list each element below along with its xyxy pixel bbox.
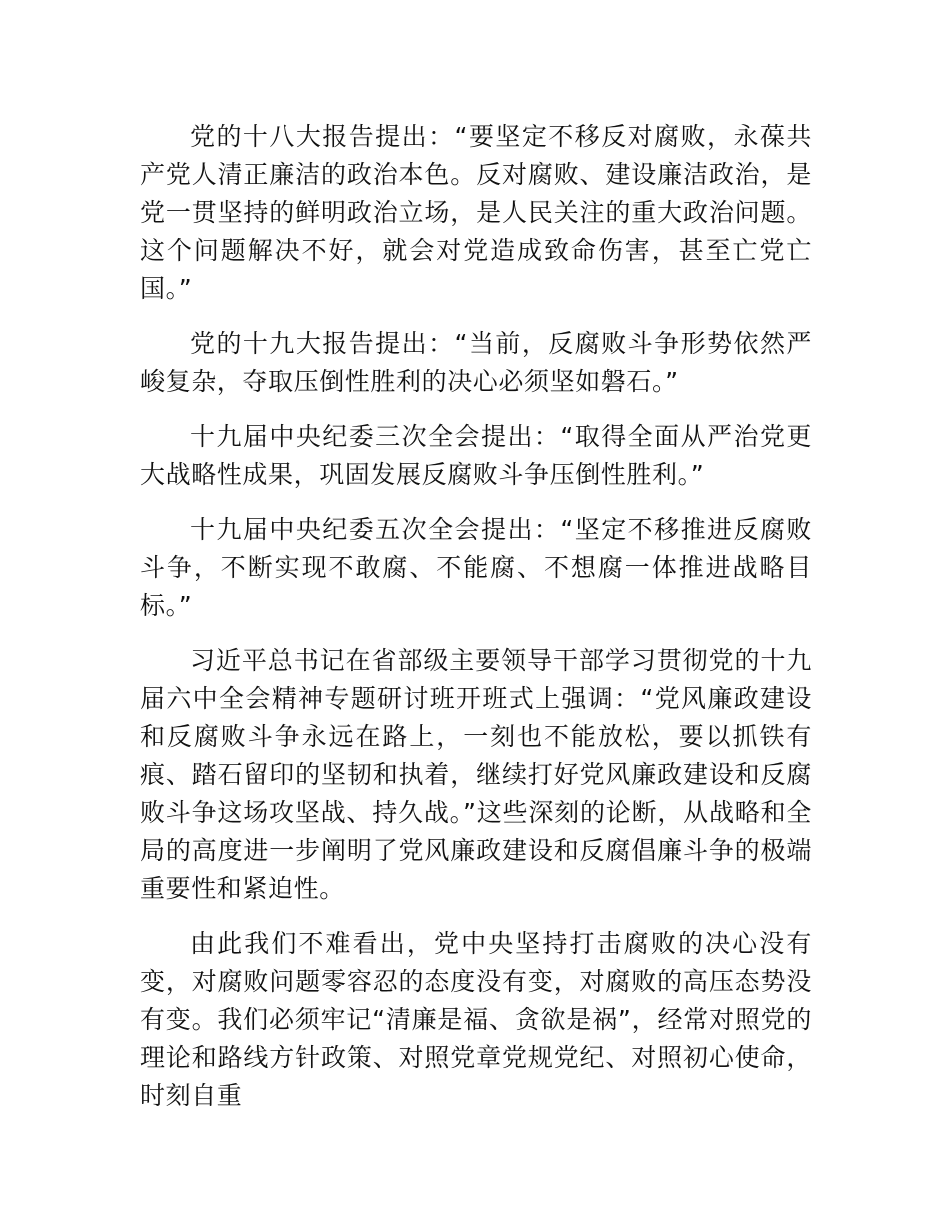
paragraph-xi-speech: 习近平总书记在省部级主要领导干部学习贯彻党的十九届六中全会精神专题研讨班开班式上强调：“党风廉政建设和反腐败斗争永远在路上，一刻也不能放松，要以抓铁有痕、踏石留印的坚韧和执着，继续打好党风廉政建设和反腐败斗争这场攻坚战、持久战。”这些深刻的论断，从战略和全局的高度进一步阐明了党风廉政建设和反腐倡廉斗争的极端重要性和紧迫性。 <box>140 646 812 903</box>
document-page <box>140 118 812 1132</box>
paragraph-third-plenary-session: 十九届中央纪委三次全会提出：“取得全面从严治党更大战略性成果，巩固发展反腐败斗争压倒性胜利。” <box>140 422 812 489</box>
paragraph-18th-congress-report: 党的十八大报告提出：“要坚定不移反对腐败，永葆共产党人清正廉洁的政治本色。反对腐败、建设廉洁政治，是党一贯坚持的鲜明政治立场，是人民关注的重大政治问题。这个问题解决不好，就会对党造成致命伤害，甚至亡党亡国。” <box>140 122 812 303</box>
paragraph-fifth-plenary-session: 十九届中央纪委五次全会提出：“坚定不移推进反腐败斗争，不断实现不敢腐、不能腐、不想腐一体推进战略目标。” <box>140 515 812 620</box>
paragraph-conclusion: 由此我们不难看出，党中央坚持打击腐败的决心没有变，对腐败问题零容忍的态度没有变，对腐败的高压态势没有变。我们必须牢记“清廉是福、贪欲是祸”，经常对照党的理论和路线方针政策、对照党章党规党纪、对照初心使命，时刻自重 <box>140 929 812 1110</box>
paragraph-19th-congress-report: 党的十九大报告提出：“当前，反腐败斗争形势依然严峻复杂，夺取压倒性胜利的决心必须坚如磐石。” <box>140 329 812 396</box>
